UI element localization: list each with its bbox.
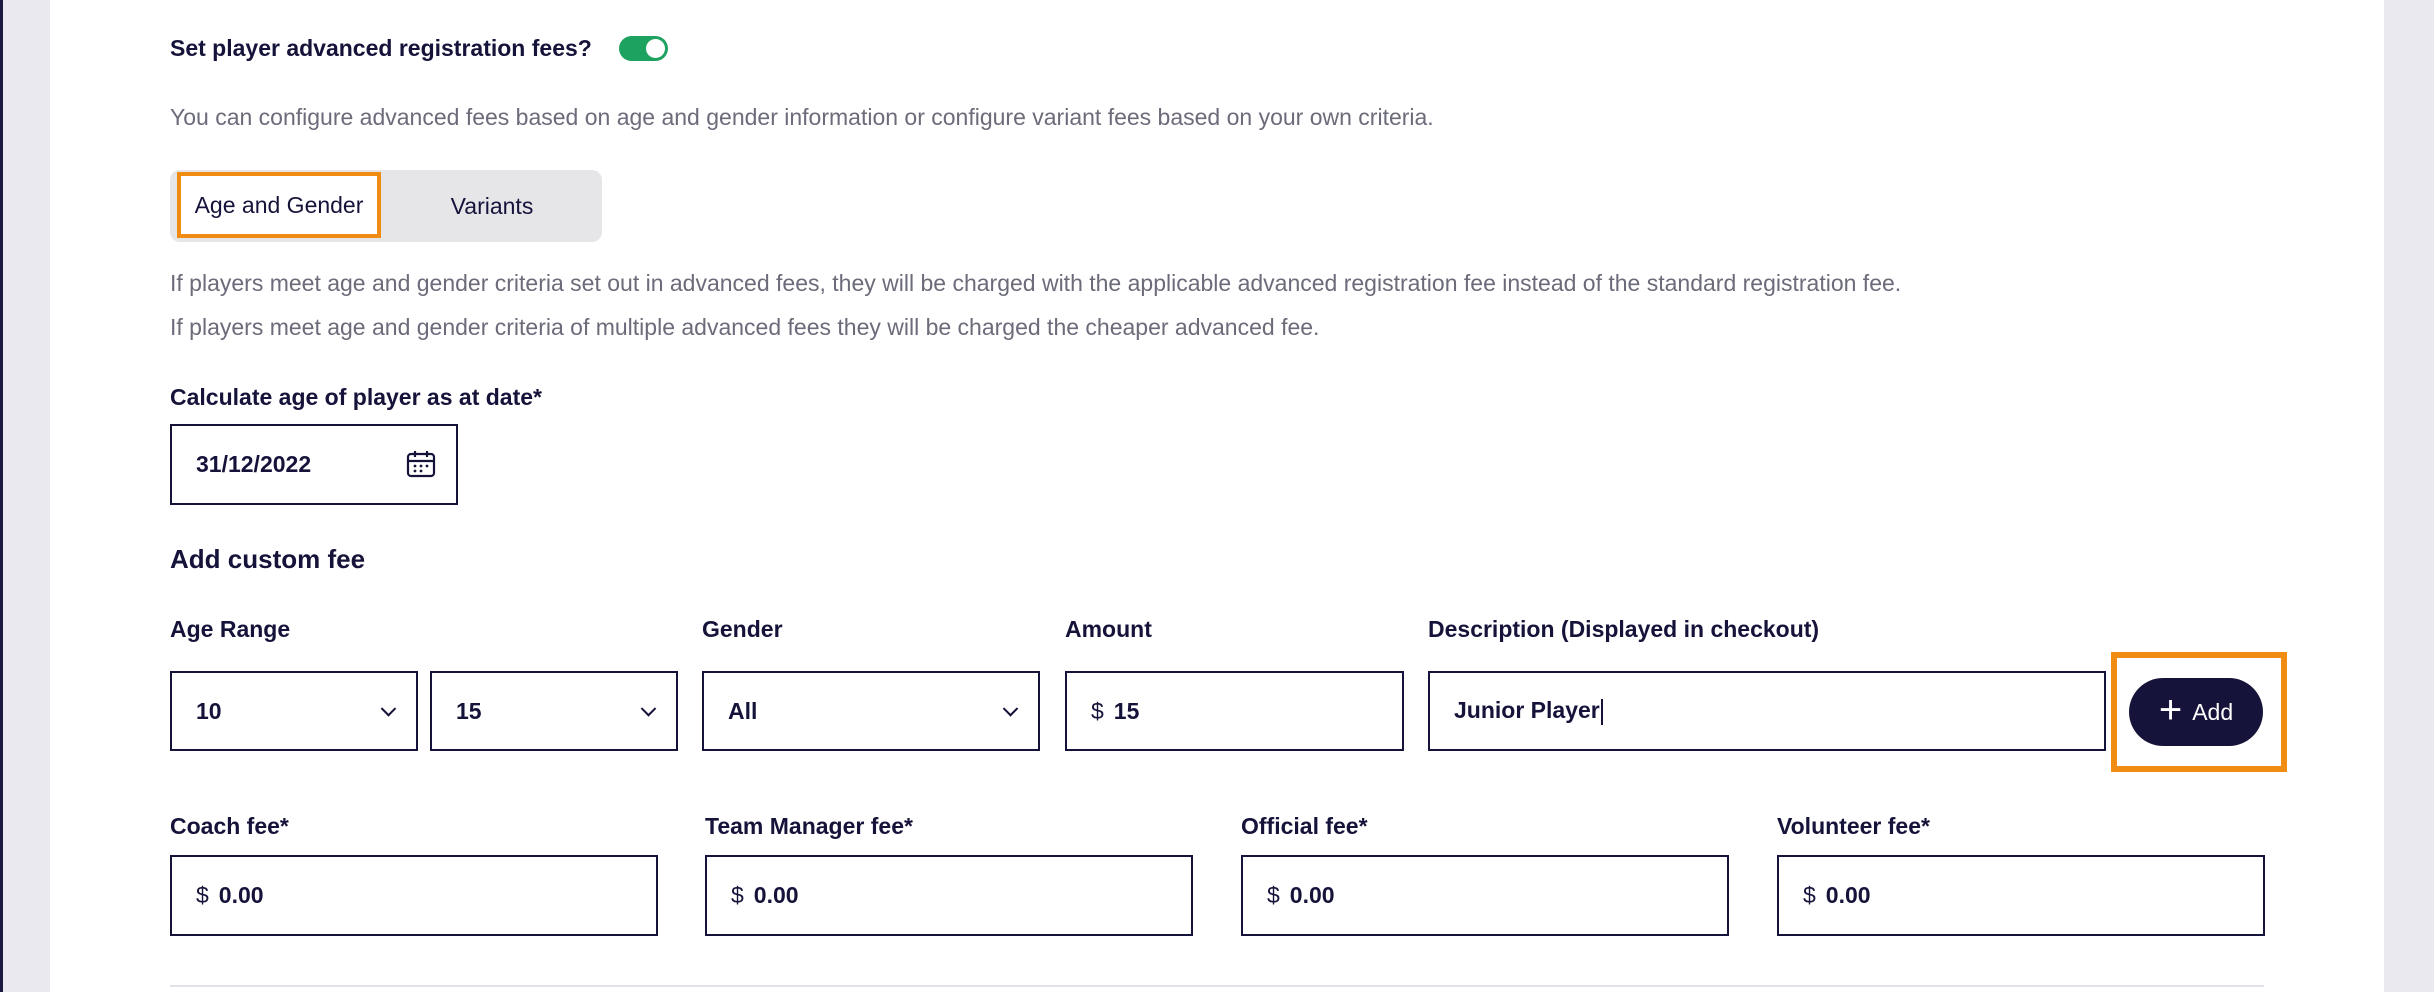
age-date-input[interactable] — [170, 424, 458, 505]
team-manager-fee-value: 0.00 — [753, 882, 799, 908]
team-manager-fee-input[interactable] — [705, 855, 1193, 936]
text-caret — [1601, 699, 1603, 725]
age-from-value: 10 — [196, 697, 222, 724]
description-value: Junior Player — [1430, 697, 1603, 725]
description-label: Description (Displayed in checkout) — [1428, 616, 1820, 642]
age-date-label: Calculate age of player as at date* — [170, 384, 542, 410]
age-range-label: Age Range — [170, 616, 291, 642]
tab-variants[interactable]: Variants — [450, 193, 534, 219]
volunteer-fee-input[interactable] — [1777, 855, 2265, 936]
chevron-down-icon — [381, 701, 397, 717]
currency-symbol: $ — [1267, 882, 1280, 908]
description-input[interactable] — [1428, 671, 2106, 751]
age-to-select[interactable] — [430, 671, 678, 751]
calendar-icon[interactable] — [406, 450, 436, 478]
add-button[interactable] — [2129, 678, 2263, 746]
age-date-value: 31/12/2022 — [196, 451, 312, 477]
info-line-2: If players meet age and gender criteria of multiple advanced fees they will be charged the cheaper advanced fee. — [170, 314, 1320, 340]
gender-select[interactable] — [702, 671, 1040, 751]
currency-symbol: $ — [1091, 697, 1104, 724]
currency-symbol: $ — [1803, 882, 1816, 908]
advanced-fees-toggle-label: Set player advanced registration fees? — [170, 35, 592, 61]
gender-value: All — [728, 697, 758, 724]
chevron-down-icon — [1003, 701, 1019, 717]
add-button-label: Add — [2192, 698, 2234, 725]
amount-value: 15 — [1113, 697, 1140, 724]
currency-symbol: $ — [196, 882, 209, 908]
volunteer-fee-value: 0.00 — [1825, 882, 1871, 908]
gender-label: Gender — [702, 616, 783, 642]
toggle-knob — [646, 39, 665, 58]
section-divider — [170, 985, 2264, 987]
left-edge — [0, 0, 3, 992]
volunteer-fee-label: Volunteer fee* — [1777, 813, 1930, 839]
info-line-1: If players meet age and gender criteria set out in advanced fees, they will be charged with the applicable advanced registration fee instead of the standard registration fee. — [170, 270, 1902, 296]
advanced-fees-toggle[interactable] — [619, 36, 668, 61]
advanced-fees-help-text: You can configure advanced fees based on age and gender information or configure variant fees based on your own criteria. — [170, 104, 1434, 130]
plus-icon: + — [2158, 688, 2183, 732]
team-manager-fee-label: Team Manager fee* — [705, 813, 913, 839]
official-fee-value: 0.00 — [1289, 882, 1335, 908]
age-from-select[interactable] — [170, 671, 418, 751]
amount-label: Amount — [1065, 616, 1152, 642]
age-to-value: 15 — [456, 697, 482, 724]
amount-input[interactable] — [1065, 671, 1404, 751]
coach-fee-value: 0.00 — [218, 882, 264, 908]
coach-fee-input[interactable] — [170, 855, 658, 936]
official-fee-input[interactable] — [1241, 855, 1729, 936]
official-fee-label: Official fee* — [1241, 813, 1368, 839]
currency-symbol: $ — [731, 882, 744, 908]
chevron-down-icon — [641, 701, 657, 717]
add-custom-fee-title: Add custom fee — [170, 544, 366, 574]
coach-fee-label: Coach fee* — [170, 813, 289, 839]
tab-age-and-gender[interactable]: Age and Gender — [177, 172, 381, 238]
